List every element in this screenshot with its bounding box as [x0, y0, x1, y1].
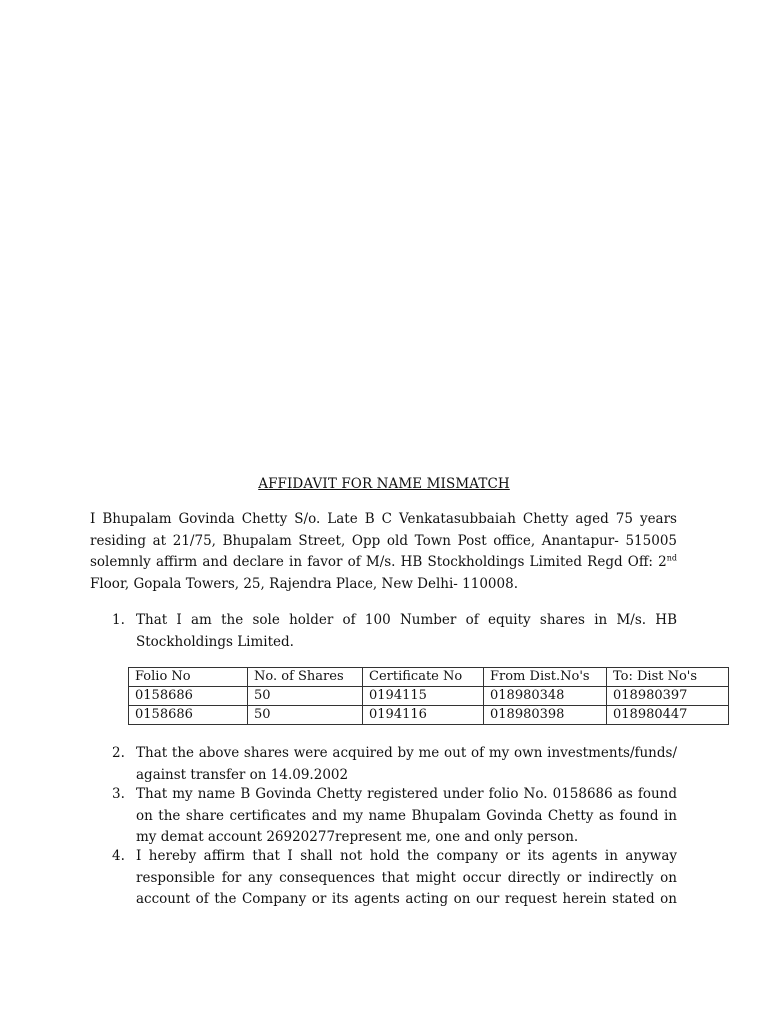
- list-item-text: I hereby affirm that I shall not hold the company or its agents in anyway responsible for any consequences that might occur directly or indirectly on account of the Company or its agents acting on our request herein stated on: [136, 848, 677, 907]
- intro-text-part-1: I Bhupalam Govinda Chetty S/o. Late B C Venkatasubbaiah Chetty aged 75 years residing at 21/75, Bhupalam Street, Opp old Town Post office, Anantapur- 515005 solemnly affirm and declare in favor of M/s. HB Stockholdings Limited Regd Off: 2: [90, 511, 677, 571]
- table-header-cell: To: Dist No's: [607, 668, 729, 687]
- list-item-3: [112, 784, 677, 849]
- table-cell: 018980348: [484, 687, 607, 706]
- list-item-text: That the above shares were acquired by me out of my own investments/funds/ against transfer on 14.09.2002: [136, 745, 677, 783]
- table-row: [129, 706, 729, 725]
- table-cell: 0158686: [129, 687, 248, 706]
- list-item-number: 3.: [112, 786, 125, 802]
- list-item-text: That my name B Govinda Chetty registered under folio No. 0158686 as found on the share certificates and my name Bhupalam Govinda Chetty as found in my demat account 26920277represent me, one and only person.: [136, 786, 677, 845]
- table-row: [129, 687, 729, 706]
- intro-superscript: nd: [666, 553, 677, 563]
- intro-text-part-2: Floor, Gopala Towers, 25, Rajendra Place, New Delhi- 110008.: [90, 576, 518, 593]
- table-cell: 50: [248, 706, 363, 725]
- table-cell: 018980397: [607, 687, 729, 706]
- table-header-cell: Certificate No: [363, 668, 484, 687]
- intro-paragraph: [90, 509, 677, 596]
- document-title: AFFIDAVIT FOR NAME MISMATCH: [258, 476, 510, 492]
- table-header-cell: No. of Shares: [248, 668, 363, 687]
- list-item-4: [112, 846, 677, 911]
- table-cell: 0158686: [129, 706, 248, 725]
- shares-table: [128, 667, 729, 725]
- table-cell: 50: [248, 687, 363, 706]
- table-header-cell: Folio No: [129, 668, 248, 687]
- table-cell: 018980447: [607, 706, 729, 725]
- table-cell: 0194115: [363, 687, 484, 706]
- list-item-1: [112, 610, 677, 653]
- list-item-number: 4.: [112, 848, 125, 864]
- list-item-number: 2.: [112, 745, 125, 761]
- table-cell: 018980398: [484, 706, 607, 725]
- list-item-2: [112, 743, 677, 786]
- list-item-number: 1.: [112, 612, 125, 628]
- list-item-text: That I am the sole holder of 100 Number of equity shares in M/s. HB Stockholdings Limited.: [136, 612, 677, 650]
- table-header-cell: From Dist.No's: [484, 668, 607, 687]
- table-header-row: [129, 668, 729, 687]
- table-cell: 0194116: [363, 706, 484, 725]
